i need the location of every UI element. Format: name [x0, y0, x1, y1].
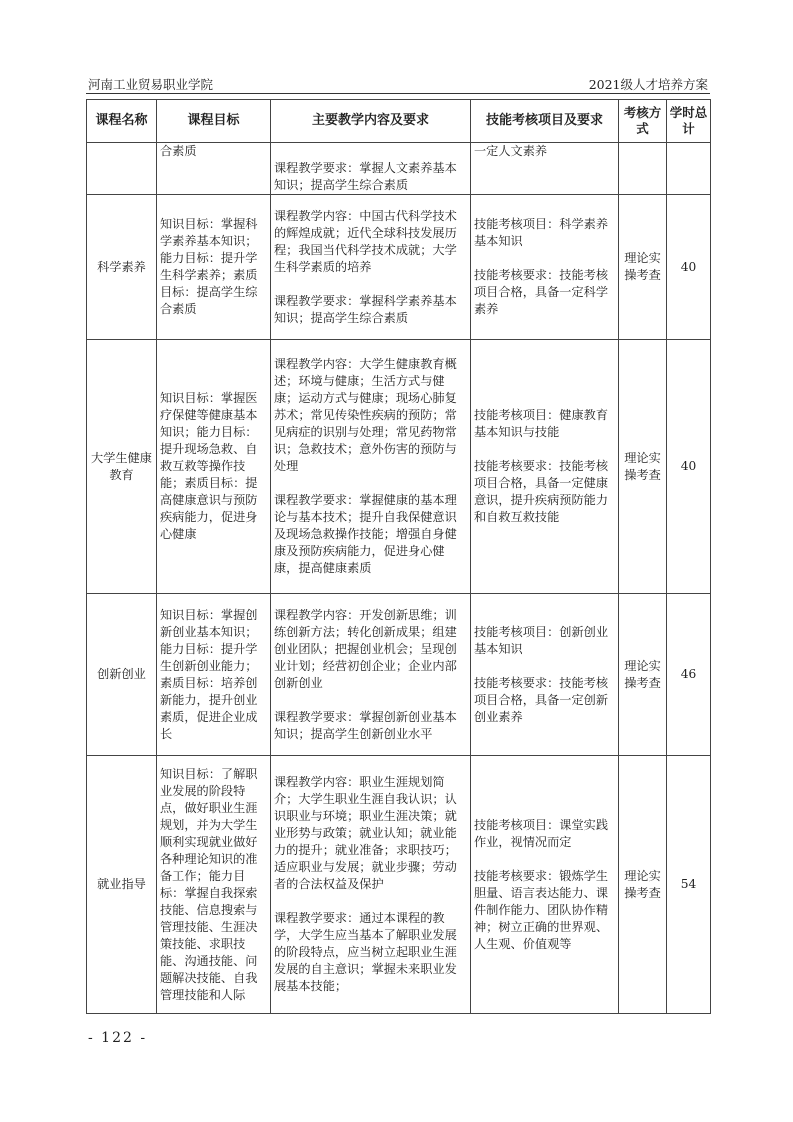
cell-method: 理论实操考查 — [619, 340, 667, 594]
cell-name: 创新创业 — [87, 594, 157, 756]
content-requirement: 课程教学要求：通过本课程的教学，大学生应当基本了解职业发展的阶段特点，应当树立起职业生涯发展的自主意识；掌握未来职业发展基本技能； — [274, 911, 457, 993]
cell-name: 科学素养 — [87, 195, 157, 340]
skill-requirement: 技能考核要求：技能考核项目合格，具备一定科学素养 — [474, 268, 609, 316]
table-row — [87, 195, 711, 340]
cell-name: 就业指导 — [87, 756, 157, 1014]
cell-method: 理论实操考查 — [619, 594, 667, 756]
cell-hours: 46 — [667, 594, 711, 756]
cell-hours: 40 — [667, 195, 711, 340]
content-requirement: 课程教学要求：掌握人文素养基本知识；提高学生综合素质 — [274, 161, 457, 192]
cell-skill — [471, 340, 619, 594]
content-text: 课程教学内容：大学生健康教育概述；环境与健康；生活方式与健康；运动方式与健康；现场心肺复苏术；常见传染性疾病的预防；常见病症的识别与处理；常见药物常识；急救技术；意外伤害的预防与处理 — [274, 357, 457, 473]
cell-skill: 一定人文素养 — [471, 143, 619, 195]
content-requirement: 课程教学要求：掌握创新创业基本知识；提高学生创新创业水平 — [274, 709, 457, 741]
cell-hours: 40 — [667, 340, 711, 594]
page-number: - 122 - — [88, 1030, 148, 1046]
col-header-hours: 学时总计 — [667, 100, 711, 143]
skill-item: 技能考核项目：科学素养基本知识 — [474, 217, 609, 248]
content-requirement: 课程教学要求：掌握健康的基本理论与基本技术；提升自我保健意识及现场急救操作技能；增强自身健康及预防疾病能力，促进身心健康，提高健康素质 — [274, 493, 457, 575]
cell-skill — [471, 756, 619, 1014]
institution-name: 河南工业贸易职业学院 — [88, 77, 214, 92]
cell-content — [271, 594, 471, 756]
cell-name: 大学生健康教育 — [87, 340, 157, 594]
cell-objective: 知识目标：掌握科学素养基本知识；能力目标：提升学生科学素养；素质目标：提高学生综合素质 — [157, 195, 271, 340]
skill-requirement: 技能考核要求：技能考核项目合格，具备一定创新创业素养 — [474, 675, 609, 724]
page-header — [88, 76, 708, 94]
cell-objective: 合素质 — [157, 143, 271, 195]
cell-content — [271, 143, 471, 195]
skill-requirement: 技能考核要求：技能考核项目合格，具备一定健康意识，提升疾病预防能力和自救互救技能 — [474, 459, 609, 524]
cell-skill — [471, 195, 619, 340]
header-rule — [86, 93, 710, 94]
content-text: 课程教学内容：职业生涯规划简介；大学生职业生涯自我认识；认识职业与环境；职业生涯决策；就业形势与政策；就业认知；就业能力的提升；就业准备；求职技巧；适应职业与发展；就业步骤；劳动者的合法权益及保护 — [274, 775, 457, 891]
cell-content — [271, 340, 471, 594]
cell-objective: 知识目标：掌握创新创业基本知识；能力目标：提升学生创新创业能力；素质目标：培养创新能力，提升创业素质，促进企业成长 — [157, 594, 271, 756]
table-row — [87, 594, 711, 756]
table-header-row — [87, 100, 711, 143]
cell-method: 理论实操考查 — [619, 756, 667, 1014]
table-row — [87, 756, 711, 1014]
col-header-objective: 课程目标 — [157, 100, 271, 143]
table-row-continued — [87, 143, 711, 195]
skill-item: 技能考核项目：课堂实践作业，视情况而定 — [474, 817, 609, 849]
cell-name — [87, 143, 157, 195]
cell-objective: 知识目标：了解职业发展的阶段特点，做好职业生涯规划，并为大学生顺利实现就业做好各种理论知识的准备工作；能力目标：掌握自我探索技能、信息搜索与管理技能、生涯决策技能、求职技能、沟通技能、问题解决技能、自我管理技能和人际 — [157, 756, 271, 1014]
skill-item: 技能考核项目：健康教育基本知识与技能 — [474, 408, 609, 439]
cell-hours: 54 — [667, 756, 711, 1014]
course-table — [86, 99, 711, 1014]
content-text: 课程教学内容：开发创新思维；训练创新方法；转化创新成果；组建创业团队；把握创业机会；呈现创业计划；经营初创企业；企业内部创新创业 — [274, 607, 457, 690]
cell-skill — [471, 594, 619, 756]
content-requirement: 课程教学要求：掌握科学素养基本知识；提高学生综合素质 — [274, 293, 457, 325]
cell-content — [271, 756, 471, 1014]
col-header-name: 课程名称 — [87, 100, 157, 143]
document-title: 2021级人才培养方案 — [588, 77, 708, 92]
cell-hours — [667, 143, 711, 195]
cell-method — [619, 143, 667, 195]
content-text: 课程教学内容：中国古代科学技术的辉煌成就；近代全球科技发展历程；我国当代科学技术成就；大学生科学素质的培养 — [274, 208, 457, 274]
cell-method: 理论实操考查 — [619, 195, 667, 340]
table-row — [87, 340, 711, 594]
cell-objective: 知识目标：掌握医疗保健等健康基本知识；能力目标：提升现场急救、自救互救等操作技能；素质目标：提高健康意识与预防疾病能力，促进身心健康 — [157, 340, 271, 594]
col-header-skill: 技能考核项目及要求 — [471, 100, 619, 143]
col-header-method: 考核方式 — [619, 100, 667, 143]
cell-content — [271, 195, 471, 340]
col-header-content: 主要教学内容及要求 — [271, 100, 471, 143]
skill-item: 技能考核项目：创新创业基本知识 — [474, 624, 609, 656]
skill-requirement: 技能考核要求：锻炼学生胆量、语言表达能力、课件制作能力、团队协作精神；树立正确的世界观、人生观、价值观等 — [474, 868, 609, 951]
